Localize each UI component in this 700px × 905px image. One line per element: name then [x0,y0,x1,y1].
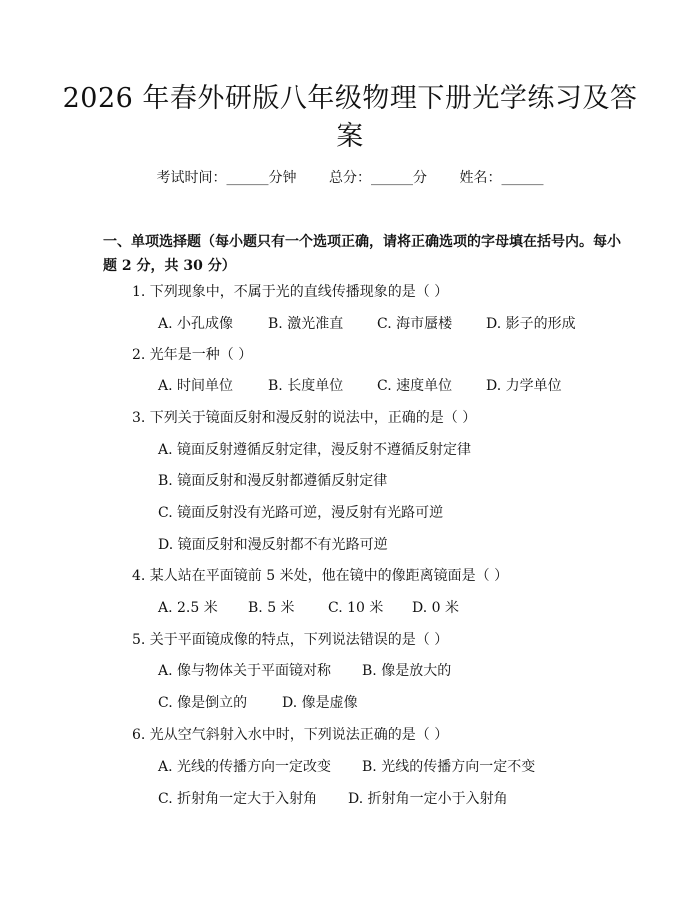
question-2: 2. 光年是一种（ ） [132,347,253,363]
exam-info-line [0,168,700,188]
question-4: 4. 某人站在平面镜前 5 米处，他在镜中的像距离镜面是（ ） [132,568,509,584]
question-1-option-a: A. 小孔成像 [158,316,234,332]
question-5-option-c: C. 像是倒立的 [158,695,248,711]
question-2-option-d: D. 力学单位 [486,378,562,394]
question-5-option-d: D. 像是虚像 [282,695,358,711]
student-name-field: 姓名：______ [459,170,544,186]
question-4-option-c: C. 10 米 [328,600,384,616]
question-4-option-b: B. 5 米 [248,600,295,616]
question-6-option-d: D. 折射角一定小于入射角 [348,791,508,807]
question-6-option-c: C. 折射角一定大于入射角 [158,791,318,807]
question-3: 3. 下列关于镜面反射和漫反射的说法中，正确的是（ ） [132,410,477,426]
question-5-option-b: B. 像是放大的 [362,663,452,679]
question-2-option-b: B. 长度单位 [268,378,344,394]
question-3-option-d: D. 镜面反射和漫反射都不有光路可逆 [158,537,388,553]
question-2-option-c: C. 速度单位 [377,378,453,394]
question-5: 5. 关于平面镜成像的特点，下列说法错误的是（ ） [132,632,449,648]
question-4-option-a: A. 2.5 米 [158,600,218,616]
question-6-option-a: A. 光线的传播方向一定改变 [158,759,332,775]
document-title: 2026 年春外研版八年级物理下册光学练习及答案 [62,83,638,152]
question-1-option-d: D. 影子的形成 [486,316,576,332]
question-5-option-a: A. 像与物体关于平面镜对称 [158,663,332,679]
total-score-field: 总分：______分 [329,170,427,186]
question-3-option-b: B. 镜面反射和漫反射都遵循反射定律 [158,473,388,489]
question-6-option-b: B. 光线的传播方向一定不变 [362,759,536,775]
question-1-option-c: C. 海市蜃楼 [377,316,453,332]
question-3-option-c: C. 镜面反射没有光路可逆，漫反射有光路可逆 [158,505,444,521]
question-2-option-a: A. 时间单位 [158,378,234,394]
section-heading: 一、单项选择题（每小题只有一个选项正确，请将正确选项的字母填在括号内。每小题 2 分，共 30 分） [103,234,621,274]
question-3-option-a: A. 镜面反射遵循反射定律，漫反射不遵循反射定律 [158,442,472,458]
question-1: 1. 下列现象中，不属于光的直线传播现象的是（ ） [132,284,449,300]
exam-time-field: 考试时间：______分钟 [156,170,297,186]
question-6: 6. 光从空气斜射入水中时，下列说法正确的是（ ） [132,727,449,743]
question-4-option-d: D. 0 米 [412,600,459,616]
question-1-option-b: B. 激光准直 [268,316,344,332]
